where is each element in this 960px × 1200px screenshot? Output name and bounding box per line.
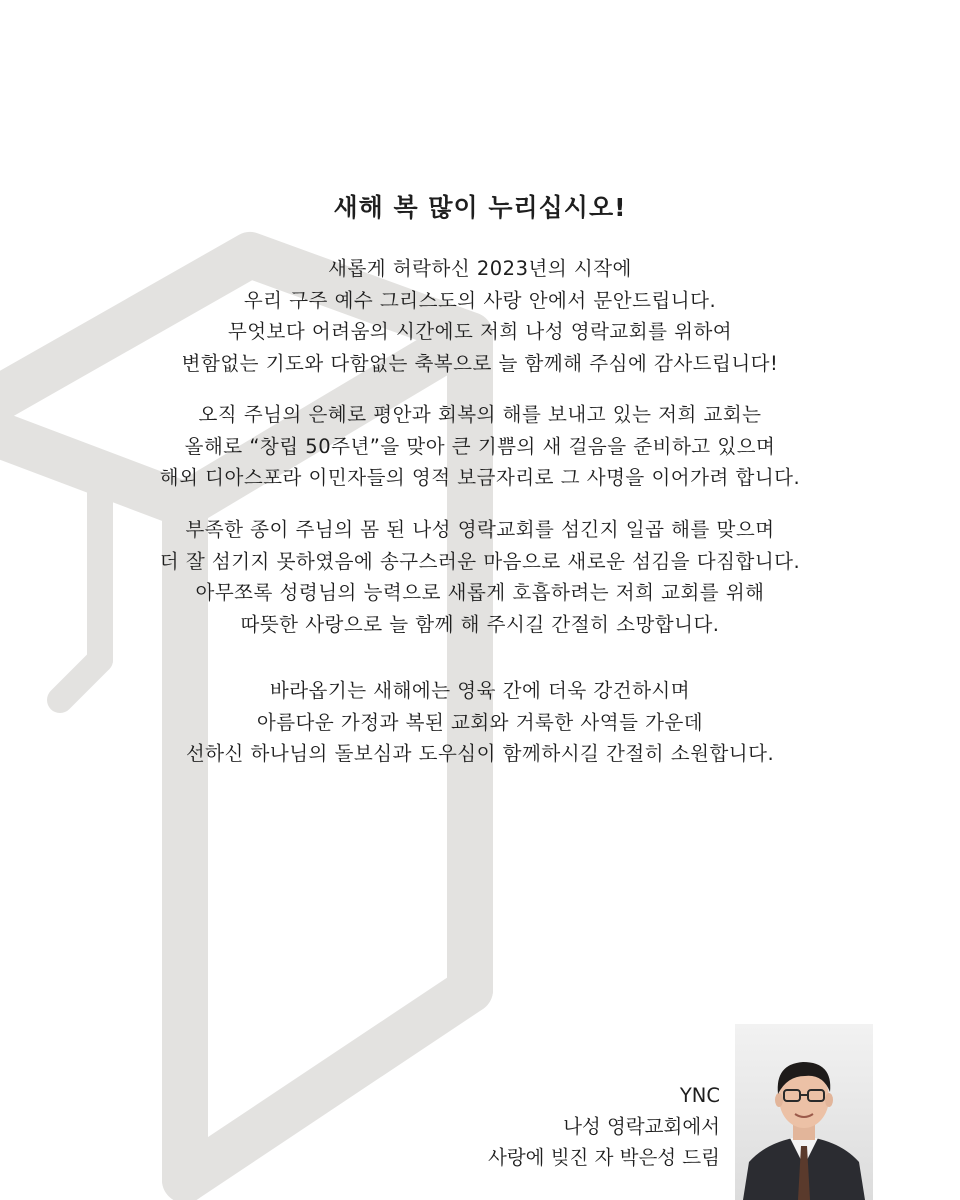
letter-line: 변함없는 기도와 다함없는 축복으로 늘 함께해 주심에 감사드립니다! <box>181 351 779 375</box>
letter-title: 새해 복 많이 누리십시오! <box>333 193 627 222</box>
letter-paragraph-3 <box>0 514 960 640</box>
signature-sender: 사랑에 빚진 자 박은성 드림 <box>487 1146 720 1169</box>
letter-paragraph-1 <box>0 253 960 379</box>
letter-line: 우리 구주 예수 그리스도의 사랑 안에서 문안드립니다. <box>243 288 717 312</box>
letter-line: 선하신 하나님의 돌보심과 도우심이 함께하시길 간절히 소원합니다. <box>185 742 775 765</box>
signature-church: 나성 영락교회에서 <box>563 1115 720 1138</box>
letter-line: 아름다운 가정과 복된 교회와 거룩한 사역들 가운데 <box>256 710 704 734</box>
letter-line: 부족한 종이 주님의 몸 된 나성 영락교회를 섬긴지 일곱 해를 맞으며 <box>185 518 775 541</box>
signature-org: YNC <box>679 1084 720 1107</box>
letter-line: 올해로 “창립 50주년”을 맞아 큰 기쁨의 새 걸음을 준비하고 있으며 <box>184 434 776 458</box>
letter-paragraph-4 <box>0 675 960 770</box>
letter-line: 해외 디아스포라 이민자들의 영적 보금자리로 그 사명을 이어가려 합니다. <box>159 466 801 489</box>
letter-paragraph-2 <box>0 399 960 494</box>
letter-line: 더 잘 섬기지 못하였음에 송구스러운 마음으로 새로운 섬김을 다짐합니다. <box>159 549 801 573</box>
pastor-portrait-photo <box>735 1024 873 1200</box>
letter-line: 바라옵기는 새해에는 영육 간에 더욱 강건하시며 <box>269 679 691 702</box>
letter-line: 오직 주님의 은혜로 평안과 회복의 해를 보내고 있는 저희 교회는 <box>198 403 762 426</box>
signature-block <box>488 1080 720 1173</box>
letter-line: 아무쪼록 성령님의 능력으로 새롭게 호흡하려는 저희 교회를 위해 <box>195 581 765 604</box>
letter-line: 새롭게 허락하신 2023년의 시작에 <box>328 257 632 280</box>
letter-line: 무엇보다 어려움의 시간에도 저희 나성 영락교회를 위하여 <box>227 320 733 343</box>
letter-line: 따뜻한 사랑으로 늘 함께 해 주시길 간절히 소망합니다. <box>240 612 720 636</box>
